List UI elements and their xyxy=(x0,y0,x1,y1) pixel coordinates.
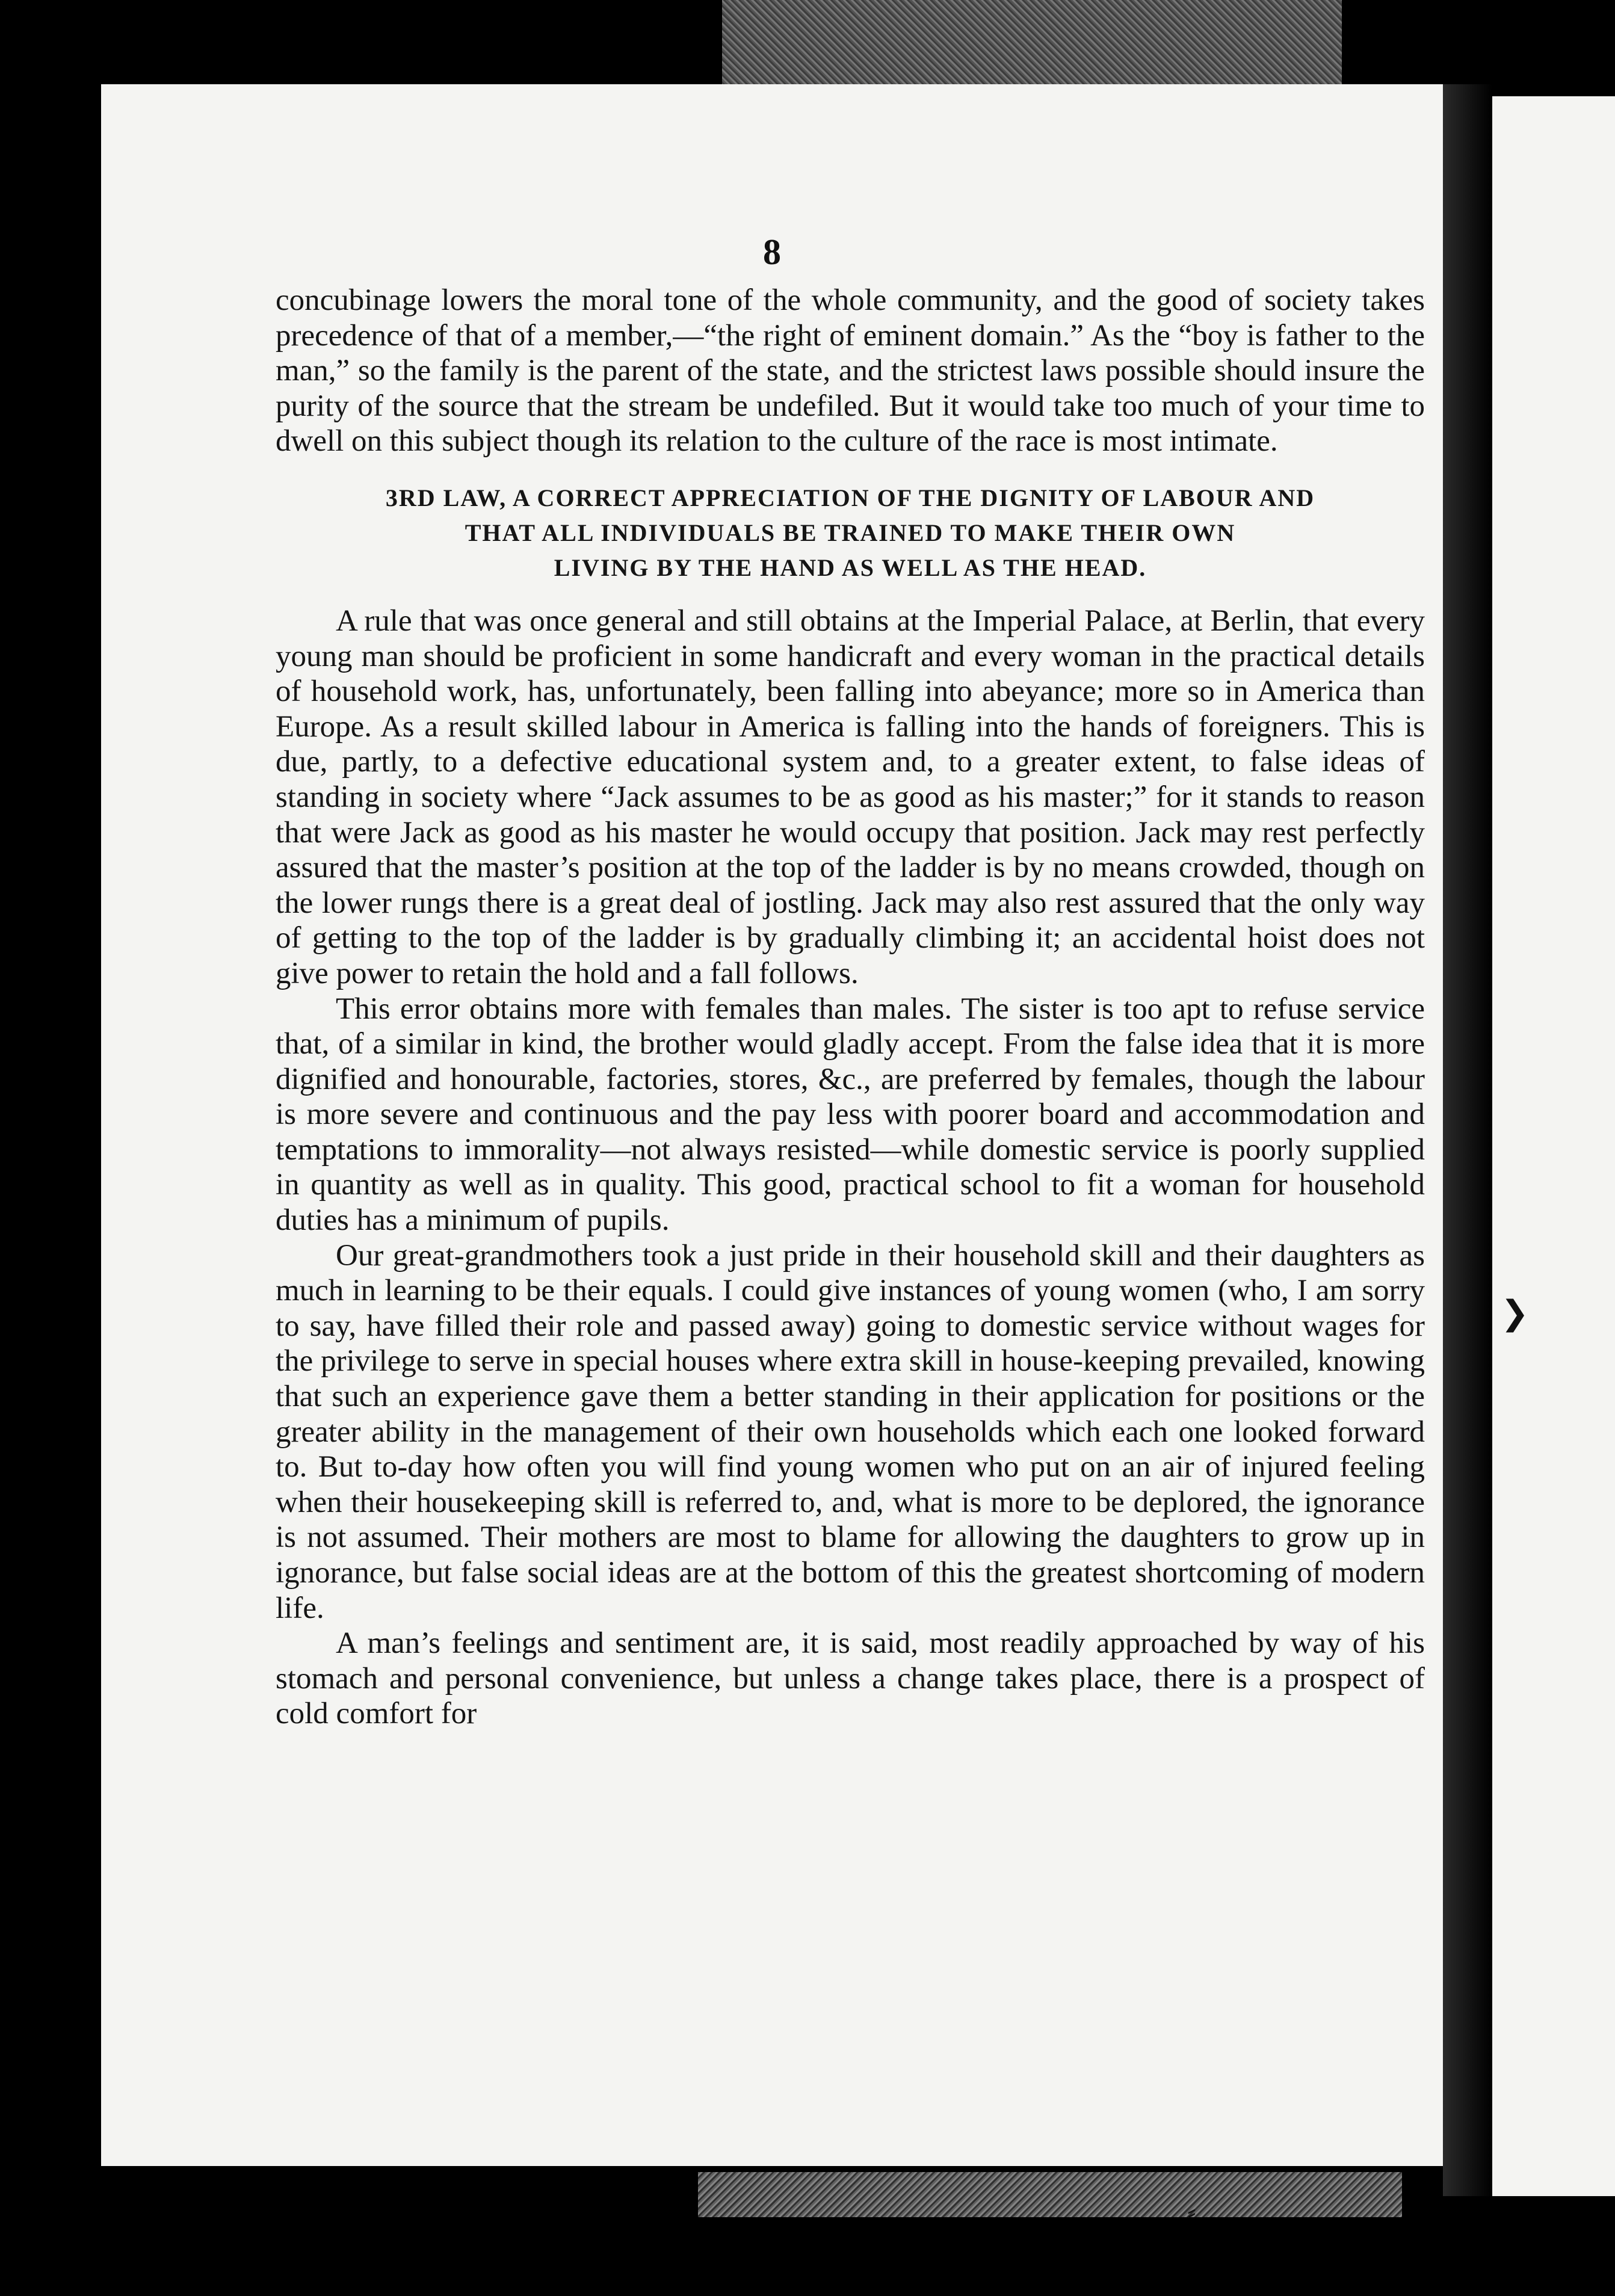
ink-mark: ⸗ xyxy=(1187,2197,1196,2226)
facing-page-edge xyxy=(1492,96,1615,2196)
scan-border-bottom xyxy=(698,2172,1402,2217)
margin-mark: ❯ xyxy=(1501,1295,1529,1332)
section-heading xyxy=(276,481,1425,585)
document-page xyxy=(101,84,1443,2226)
paragraph-5: A man’s feelings and sentiment are, it is said, most readily approached by way of his stomach and personal convenience, but unless a change takes place, there is a prospect of cold comfort for xyxy=(276,1626,1425,1731)
body-text xyxy=(276,283,1425,1732)
scan-border-top xyxy=(722,0,1342,96)
paragraph-3: This error obtains more with females than males. The sister is too apt to refuse service that, of a similar in kind, the brother would gladly accept. From the false idea that it is more dignified and honourable, factories, stores, &c., are preferred by females, though the labour is more severe and continuous and the pay less with poorer board and accommodation and temptations to immorality—not always resisted—while domestic service is poorly supplied in quantity as well as in quality. This good, practical school to fit a woman for household duties has a minimum of pupils. xyxy=(276,992,1425,1238)
heading-line-2: THAT ALL INDIVIDUALS BE TRAINED TO MAKE THEIR OWN xyxy=(465,519,1236,546)
page-number: 8 xyxy=(763,232,781,272)
heading-line-3: LIVING BY THE HAND AS WELL AS THE HEAD. xyxy=(554,554,1147,581)
paragraph-2: A rule that was once general and still obtains at the Imperial Palace, at Berlin, that every young man should be proficient in some handicraft and every woman in the practical details of household work, has, unfortunately, been falling into abeyance; more so in America than Europe. As a result skilled labour in America is falling into the hands of foreigners. This is due, partly, to a defective educational system and, to a greater extent, to false ideas of standing in society where “Jack assumes to be as good as his master;” for it stands to reason that were Jack as good as his master he would occupy that position. Jack may rest perfectly assured that the master’s position at the top of the ladder is by no means crowded, though on the lower rungs there is a great deal of jostling. Jack may also rest assured that the only way of getting to the top of the ladder is by gradually climbing it; an accidental hoist does not give power to retain the hold and a fall follows. xyxy=(276,603,1425,990)
paragraph-4: Our great-grandmothers took a just pride in their household skill and their daughters as much in learning to be their equals. I could give instances of young women (who, I am sorry to say, have filled their role and passed away) going to domestic service without wages for the privilege to serve in special houses where extra skill in house-keeping prevailed, knowing that such an experience gave them a better standing in their application for positions or the greater ability in the management of their own households which each one looked forward to. But to-day how often you will find young women who put on an air of injured feeling when their housekeeping skill is referred to, and, what is more to be deplored, the ignorance is not assumed. Their mothers are most to blame for allowing the daughters to grow up in ignorance, but false social ideas are at the bottom of this the greatest shortcoming of modern life. xyxy=(276,1238,1425,1625)
heading-line-1: 3RD LAW, A CORRECT APPRECIATION OF THE DIGNITY OF LABOUR AND xyxy=(385,484,1315,511)
paragraph-1: concubinage lowers the moral tone of the whole community, and the good of society takes precedence of that of a member,—“the right of eminent domain.” As the “boy is father to the man,” so the family is the parent of the state, and the strictest laws possible should insure the purity of the source that the stream be undefiled. But it would take too much of your time to dwell on this subject though its relation to the culture of the race is most intimate. xyxy=(276,283,1425,458)
page-gutter xyxy=(1443,84,1492,2196)
